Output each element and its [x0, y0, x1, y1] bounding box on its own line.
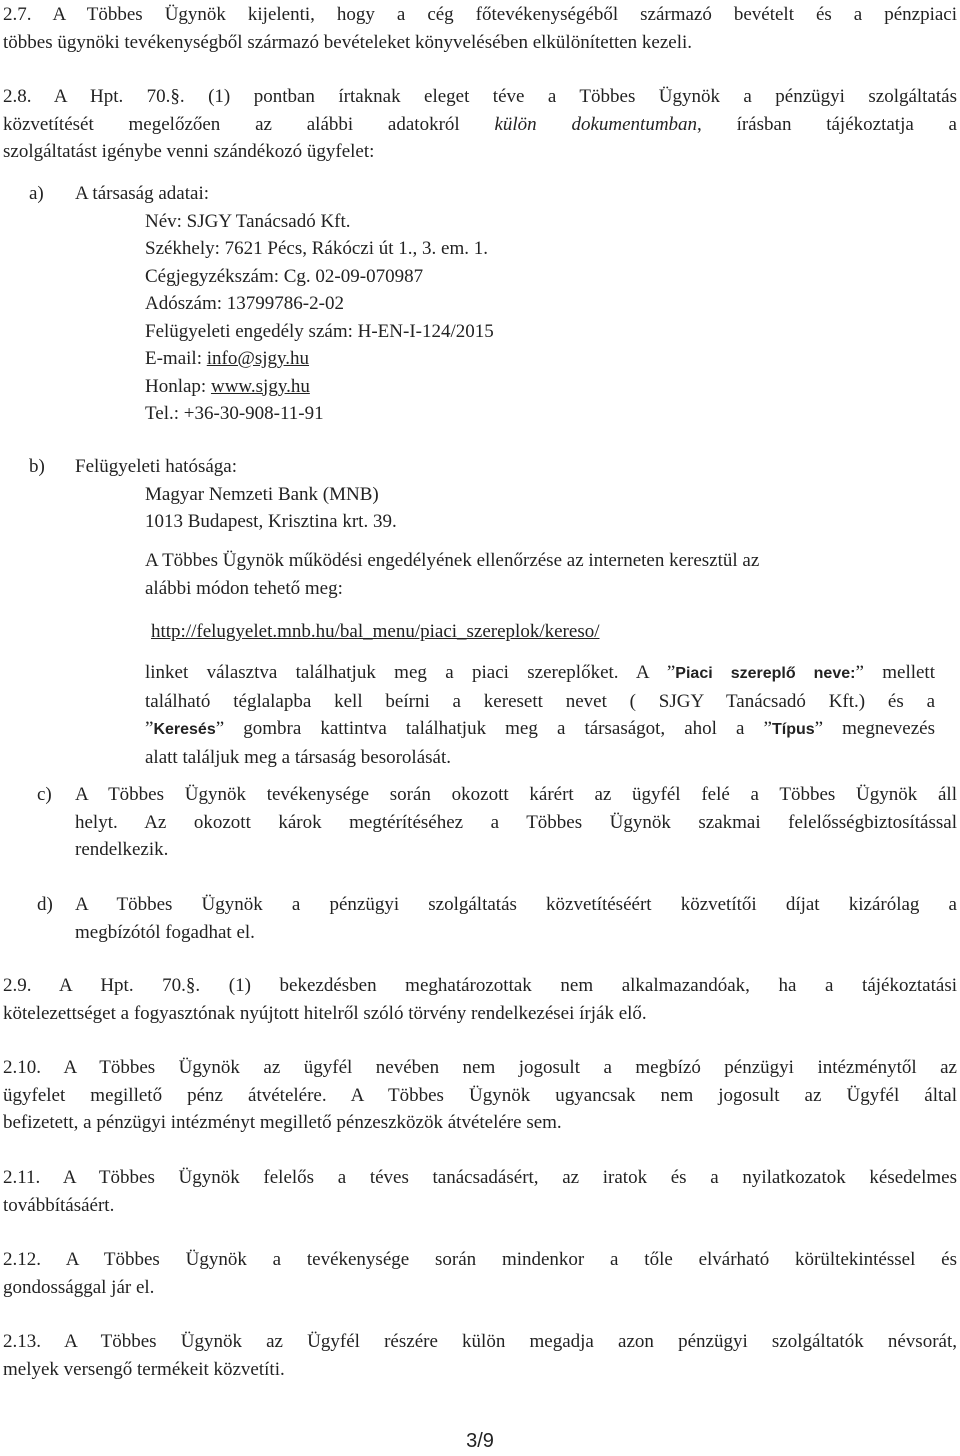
company-tax-number: Adószám: 13799786-2-02 — [145, 293, 344, 314]
instructions-line-3: ”Keresés” gombra kattintva találhatjuk meg a társaságot, ahol a ”Típus” megnevezés — [145, 718, 935, 739]
item-c-label: c) — [37, 784, 52, 805]
section-2-13-line-2: melyek versengő termékeit közvetíti. — [3, 1358, 285, 1380]
section-2-11 — [3, 1164, 957, 1219]
emphasis-text: külön dokumentumban — [494, 113, 698, 135]
section-2-8-line-1: 2.8. A Hpt. 70.§. (1) pontban írtaknak eleget téve a Többes Ügynök a pénzügyi szolgáltatás — [3, 86, 957, 107]
page-number: 3/9 — [466, 1430, 494, 1452]
authority-name: Magyar Nemzeti Bank (MNB) — [145, 483, 379, 505]
item-c-line-3: rendelkezik. — [75, 839, 169, 860]
section-2-10-line-2: ügyfelet megillető pénz átvételére. A Többes Ügynök ugyancsak nem jogosult az Ügyfél által — [3, 1084, 957, 1106]
text-run: közvetítését megelőzően az alábbi adatokról — [3, 113, 495, 135]
section-2-9-line-1: 2.9. A Hpt. 70.§. (1) bekezdésben meghatározottak nem alkalmazandóak, ha a tájékoztatási — [3, 975, 957, 996]
button-name-text: Keresés — [153, 721, 216, 738]
section-2-7 — [3, 1, 957, 56]
section-2-8-line-2 — [3, 111, 957, 139]
item-a-heading: A társaság adatai: — [75, 183, 210, 204]
item-c-text — [75, 781, 957, 864]
section-2-7-line-1: 2.7. A Többes Ügynök kijelenti, hogy a cég főtevékenységéből származó bevételt és a pénzpiaci — [3, 4, 957, 25]
section-2-10-line-3: befizetett, a pénzügyi intézményt megillető pénzeszközök átvételére sem. — [3, 1112, 562, 1133]
instructions-line-1: linket választva találhatjuk meg a piaci szereplőket. A ”Piaci szereplő neve:” mellett — [145, 662, 935, 683]
email-label: E-mail: — [145, 348, 207, 369]
company-seat: Székhely: 7621 Pécs, Rákóczi út 1., 3. em. 1. — [145, 238, 488, 259]
item-a-label: a) — [29, 183, 44, 204]
mnb-search-link[interactable]: http://felugyelet.mnb.hu/bal_menu/piaci_szereplok/kereso/ — [151, 621, 600, 642]
section-2-12-line-1: 2.12. A Többes Ügynök a tevékenysége során mindenkor a tőle elvárható körültekintéssel és — [3, 1249, 957, 1270]
section-2-10 — [3, 1054, 957, 1137]
item-d-label: d) — [37, 894, 53, 915]
section-2-13 — [3, 1328, 957, 1383]
license-check-line-2: alábbi módon tehető meg: — [145, 577, 343, 599]
company-details — [145, 208, 935, 428]
item-c-line-1: A Többes Ügynök tevékenysége során okozott kárért az ügyfél felé a Többes Ügynök áll — [75, 784, 957, 805]
text-run: mellett — [863, 662, 935, 683]
item-b-label: b) — [29, 456, 45, 477]
company-license: Felügyeleti engedély szám: H-EN-I-124/2015 — [145, 320, 494, 342]
license-check-line-1: A Többes Ügynök működési engedélyének ellenőrzése az interneten keresztül az — [145, 550, 760, 571]
company-phone: Tel.: +36-30-908-11-91 — [145, 403, 324, 424]
authority-details — [145, 481, 935, 536]
column-name-text: Típus — [771, 721, 815, 738]
field-name-text: Piaci szereplő neve: — [675, 665, 856, 682]
text-run: linket választva találhatjuk meg a piaci szereplőket. A — [145, 662, 667, 683]
section-2-12 — [3, 1246, 957, 1301]
text-run: , írásban tájékoztatja a — [697, 113, 957, 135]
item-c-line-2: helyt. Az okozott károk megtérítéséhez a Többes Ügynök szakmai felelősségbiztosítással — [75, 811, 957, 833]
section-2-11-line-1: 2.11. A Többes Ügynök felelős a téves tanácsadásért, az iratok és a nyilatkozatok késedelmes — [3, 1167, 957, 1188]
search-instructions — [145, 659, 935, 771]
company-name: Név: SJGY Tanácsadó Kft. — [145, 210, 351, 232]
item-d-line-1: A Többes Ügynök a pénzügyi szolgáltatás közvetítéséért közvetítői díjat kizárólag a — [75, 894, 957, 915]
section-2-7-line-2: többes ügynöki tevékenységből származó bevételeket könyvelésében elkülönítetten kezeli. — [3, 31, 693, 53]
company-registration: Cégjegyzékszám: Cg. 02-09-070987 — [145, 265, 424, 287]
item-b-heading: Felügyeleti hatósága: — [75, 456, 237, 477]
license-check-text — [145, 547, 935, 602]
text-run: gombra kattintva találhatjuk meg a társaságot, ahol a — [224, 718, 764, 739]
item-d-text — [75, 891, 957, 946]
section-2-8 — [3, 83, 957, 166]
company-email — [145, 345, 935, 373]
website-label: Honlap: — [145, 375, 211, 397]
section-2-12-line-2: gondossággal jár el. — [3, 1276, 155, 1298]
mnb-url-line — [151, 618, 941, 646]
company-website — [145, 373, 935, 401]
item-d-line-2: megbízótól fogadhat el. — [75, 921, 255, 943]
section-2-9 — [3, 972, 957, 1027]
authority-address: 1013 Budapest, Krisztina krt. 39. — [145, 511, 397, 532]
website-link[interactable]: www.sjgy.hu — [210, 375, 310, 397]
section-2-13-line-1: 2.13. A Többes Ügynök az Ügyfél részére külön megadja azon pénzügyi szolgáltatók névsorát, — [3, 1331, 957, 1352]
instructions-line-2: található téglalapba kell beírni a keresett nevet ( SJGY Tanácsadó Kft.) és a — [145, 690, 935, 712]
instructions-line-4: alatt találjuk meg a társaság besorolását. — [145, 746, 451, 768]
section-2-11-line-2: továbbításáért. — [3, 1194, 115, 1216]
section-2-9-line-2: kötelezettséget a fogyasztónak nyújtott hitelről szóló törvény rendelkezései írják elő. — [3, 1002, 647, 1024]
text-run: megnevezés — [823, 718, 935, 739]
email-link[interactable]: info@sjgy.hu — [206, 348, 310, 369]
section-2-8-line-3: szolgáltatást igénybe venni szándékozó ügyfelet: — [3, 141, 375, 162]
section-2-10-line-1: 2.10. A Többes Ügynök az ügyfél nevében nem jogosult a megbízó pénzügyi intézménytől az — [3, 1057, 957, 1078]
